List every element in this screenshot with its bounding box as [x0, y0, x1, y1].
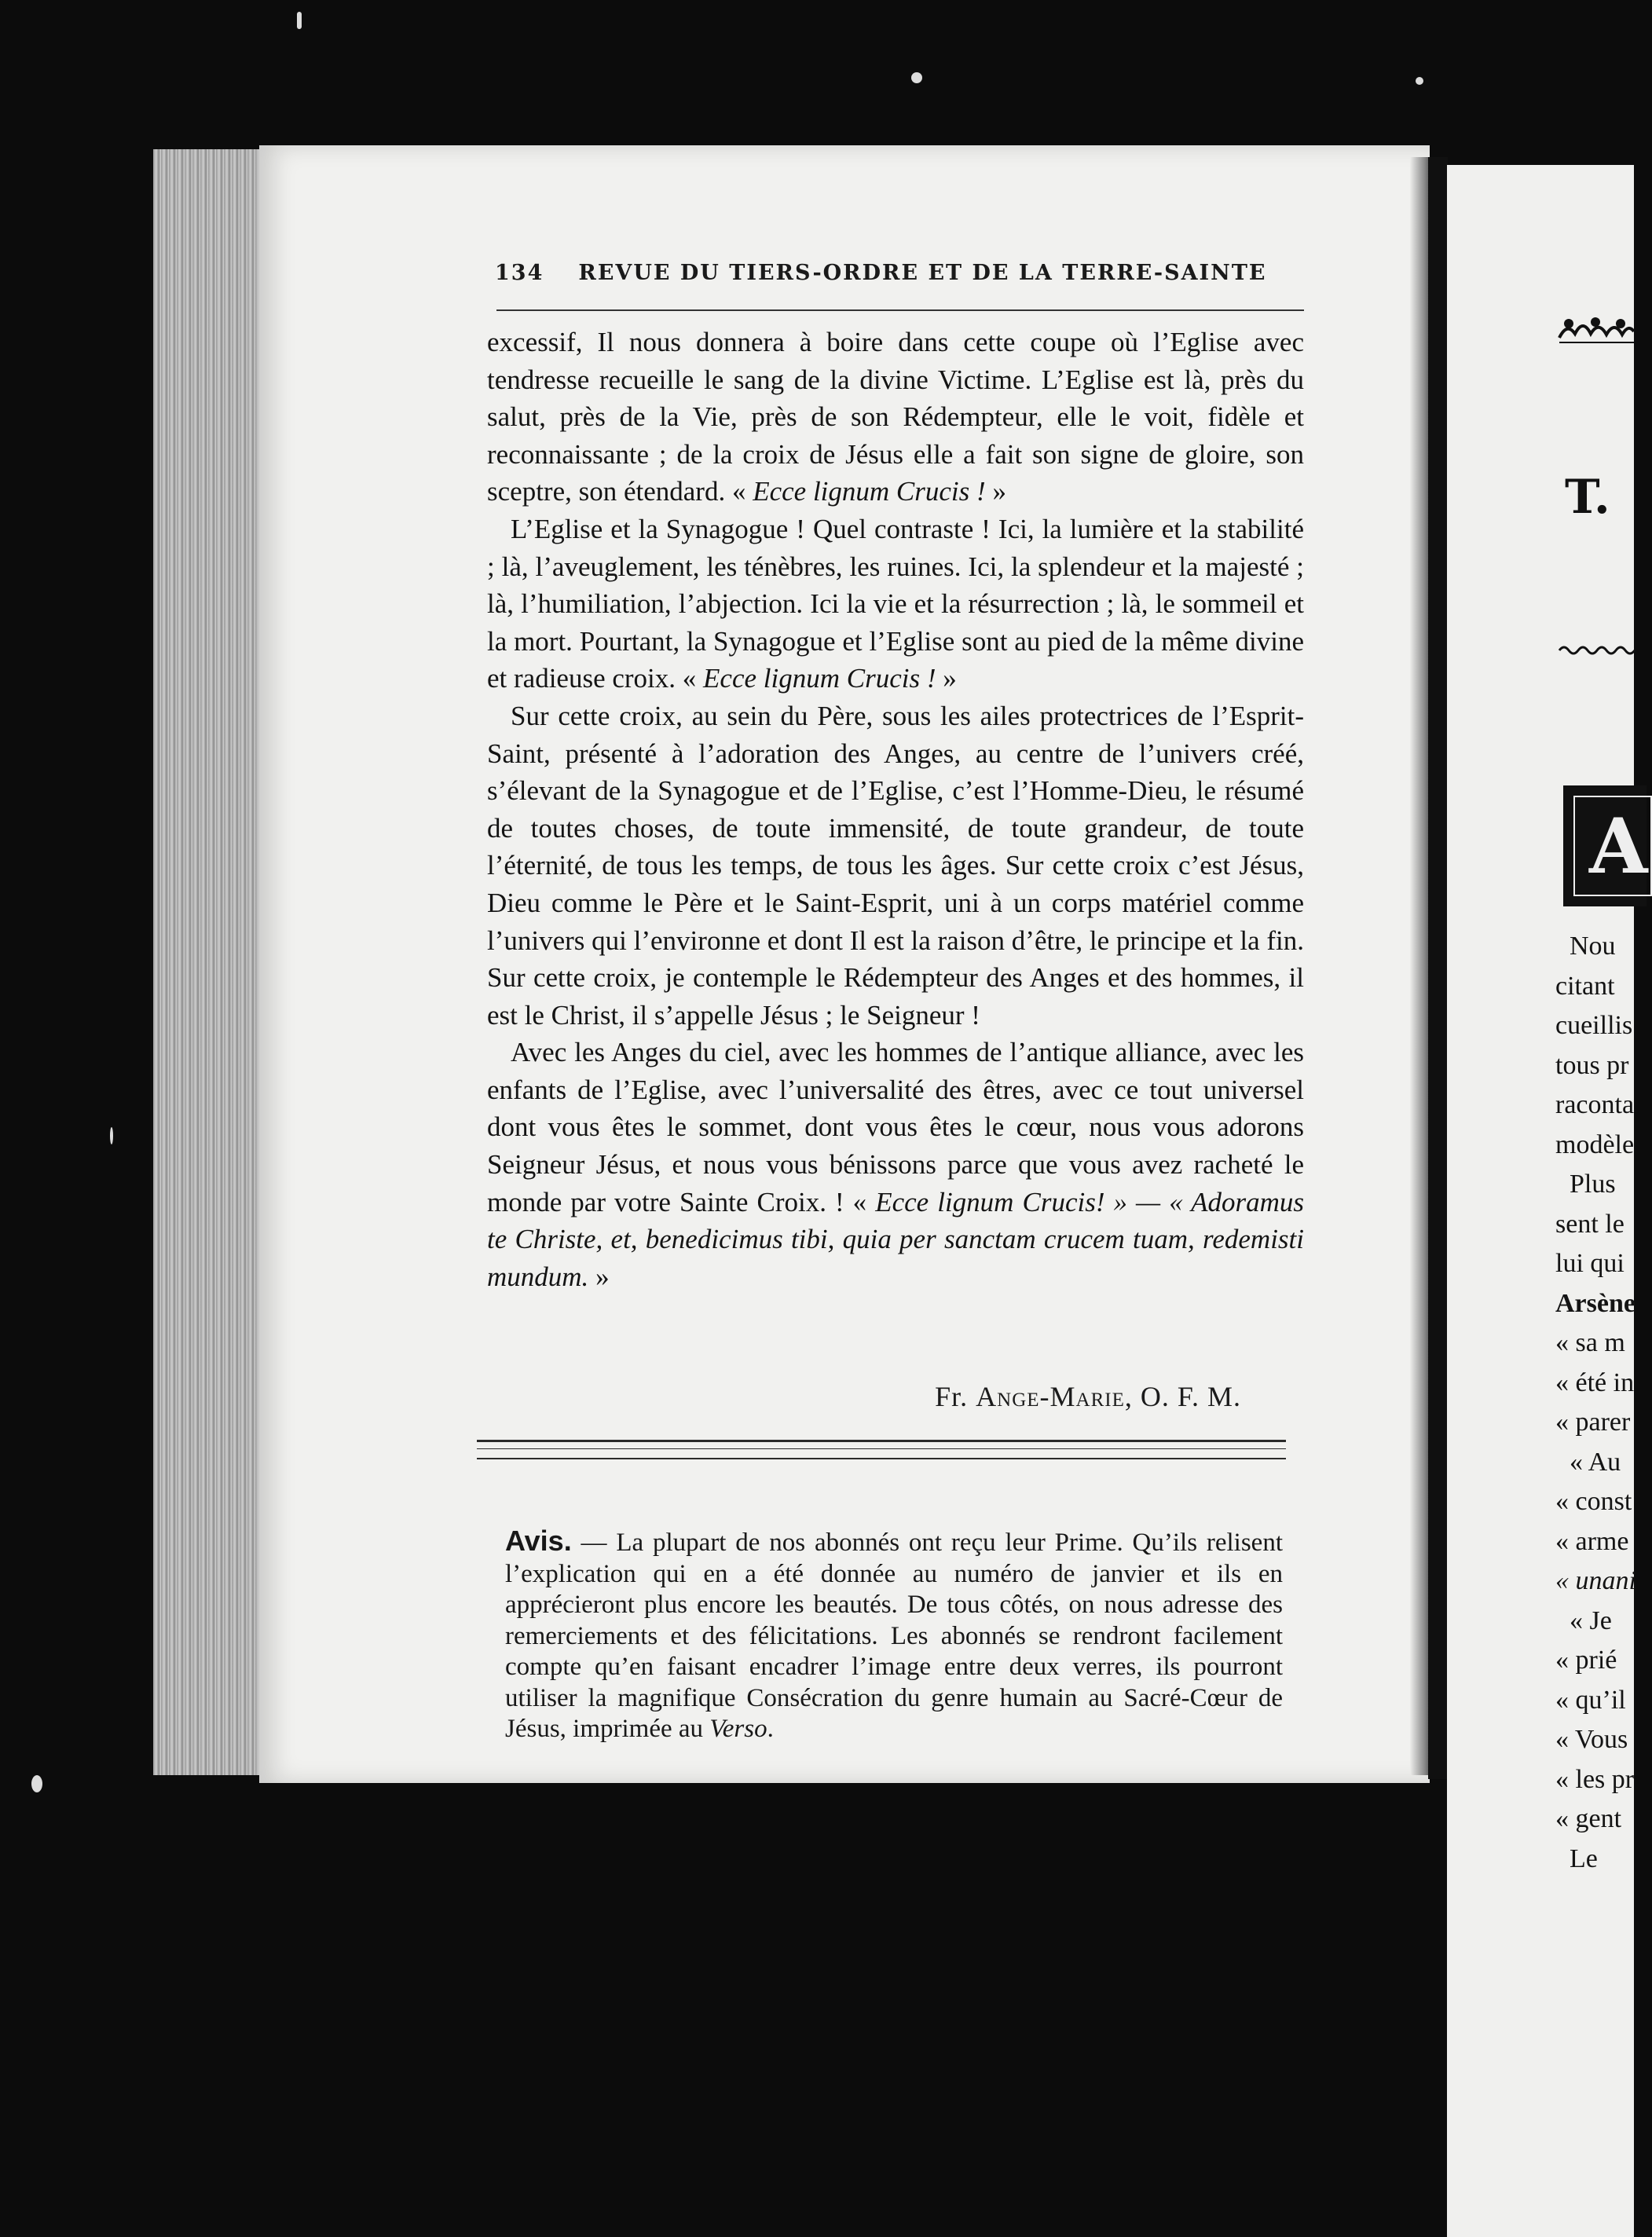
wavy-rule-icon [1559, 643, 1634, 658]
header-rule [496, 309, 1304, 311]
section-divider [477, 1440, 1286, 1442]
running-title: REVUE DU TIERS-ORDRE ET DE LA TERRE-SAINTE [578, 261, 1267, 285]
article-paragraph: Sur cette croix, au sein du Père, sous les ailes protectrices de l’Esprit-Saint, présenté à l’adoration des Anges, au centre de l’univers créé, s’élevant de la Synagogue et de l’Eglise, c’est l’Homme-Dieu, le résumé de toutes choses, de toute immensité, de toute grandeur, de toute l’éternité, de tous les temps, de tous les âges. Sur cette croix c’est Jésus, Dieu comme le Père et le Saint-Esprit, uni à un corps matériel comme l’univers qui l’environne et dont Il est la raison d’être, le principe et la fin. Sur cette croix, je contemple le Rédempteur des Anges et des hommes, il est le Christ, il s’appelle Jésus ; le Seigneur ! [487, 700, 1304, 1031]
line-fragment: raconta [1555, 1090, 1635, 1119]
line-fragment: lui qui [1555, 1249, 1625, 1278]
section-divider [477, 1458, 1286, 1459]
line-fragment: « Vous [1555, 1725, 1628, 1754]
floral-ornament-icon [1559, 314, 1634, 346]
line-fragment: « les pr [1555, 1764, 1635, 1794]
line-fragment: « arme [1555, 1526, 1629, 1556]
book-spine [1428, 157, 1448, 1779]
line-fragment: « qu’il [1555, 1685, 1626, 1715]
right-page-text-fragments [1555, 927, 1650, 1879]
line-fragment: « été in [1555, 1367, 1635, 1397]
line-fragment: Nou [1570, 932, 1616, 961]
article-paragraph: excessif, Il nous donnera à boire dans cette coupe où l’Eglise avec tendresse recueille le sang de la divine Victime. L’Eglise est là, près du salut, près de la Vie, près de son Rédempteur, elle le voit, fidèle et reconnaissante ; de la croix de Jésus elle a fait son signe de gloire, son sceptre, son étendard. « Ecce lignum Crucis ! » [487, 327, 1304, 507]
section-divider [477, 1448, 1286, 1449]
line-fragment: « gent [1555, 1804, 1622, 1833]
book-page-edges [153, 149, 271, 1775]
running-head [495, 261, 1280, 285]
right-page-heading-fragment: T. [1565, 470, 1610, 525]
dropcap-letter: A [1573, 796, 1652, 896]
line-fragment: Le [1570, 1843, 1598, 1873]
line-fragment: Arsène [1555, 1288, 1636, 1318]
line-fragment: « const [1555, 1487, 1632, 1516]
line-fragment: « Je [1570, 1605, 1612, 1635]
dust-speck [31, 1775, 42, 1792]
line-fragment: « parer [1555, 1408, 1631, 1437]
dropcap-ornament [1563, 785, 1647, 906]
line-fragment: tous pr [1555, 1050, 1629, 1080]
line-fragment: citant [1555, 971, 1615, 1001]
line-fragment: Plus [1570, 1170, 1616, 1199]
line-fragment: « prié [1555, 1646, 1617, 1675]
line-fragment: cueillis [1555, 1011, 1633, 1040]
notice-label: Avis. [505, 1525, 572, 1557]
article-paragraph: Avec les Anges du ciel, avec les hommes de l’antique alliance, avec les enfants de l’Eglise, avec l’universalité des êtres, avec ce tout universel dont vous êtes le sommet, dont vous êtes le cœur, nous vous adorons Seigneur Jésus, et nous vous bénissons parce que vous avez racheté le monde par votre Sainte Croix. ! « Ecce lignum Crucis! » — « Adoramus te Christe, et, benedicimus tibi, quia per sanctam crucem tuam, redemisti mundum. » [487, 1037, 1304, 1292]
article-paragraph: L’Eglise et la Synagogue ! Quel contraste ! Ici, la lumière et la stabilité ; là, l’aveuglement, les ténèbres, les ruines. Ici, la splendeur et la majesté ; là, l’humiliation, l’abjection. Ici la vie et la résurrection ; là, le sommeil et la mort. Pourtant, la Synagogue et l’Eglise sont au pied de la même divine et radieuse croix. « Ecce lignum Crucis ! » [487, 513, 1304, 694]
dust-speck [297, 12, 302, 29]
line-fragment: « Au [1570, 1447, 1621, 1477]
line-fragment: « sa m [1555, 1328, 1625, 1357]
dust-speck [911, 72, 922, 83]
line-fragment: « unani [1555, 1566, 1636, 1595]
page-number: 134 [495, 261, 544, 285]
article-body [487, 324, 1304, 1295]
line-fragment: modèle [1555, 1129, 1635, 1159]
author-signature: Fr. Ange-Marie, O. F. M. [935, 1381, 1241, 1412]
dust-speck [1416, 77, 1423, 85]
line-fragment: sent le [1555, 1209, 1625, 1239]
subscriber-notice: Avis. — La plupart de nos abonnés ont reçu leur Prime. Qu’ils relisent l’explication qui en a été donnée au numéro de janvier et ils en apprécieront plus encore les beautés. De tous côtés, on nous adresse des remerciements et des félicitations. Les abonnés se rendront facilement compte qu’en faisant encadrer l’image entre deux verres, ils pourront utiliser la magnifique Consécration du genre humain au Sacré-Cœur de Jésus, imprimée au Verso. [505, 1525, 1283, 1743]
dust-speck [110, 1127, 113, 1144]
